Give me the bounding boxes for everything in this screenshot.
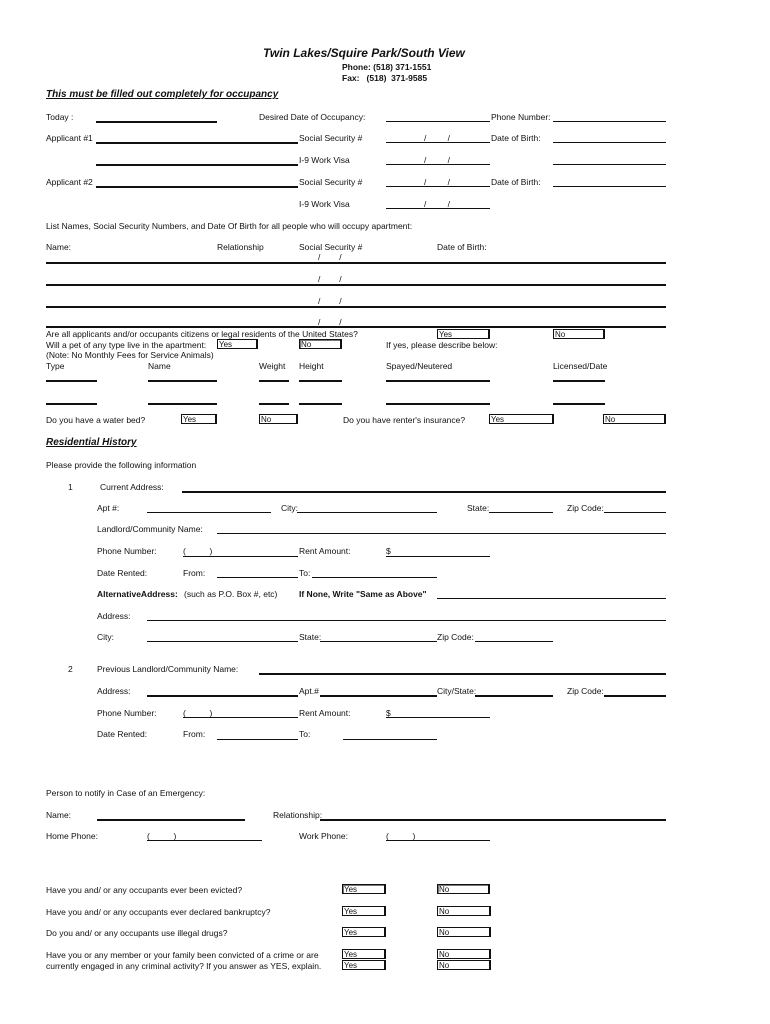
prev-date-rented-label: Date Rented: (97, 729, 148, 739)
pet-height-label: Height (299, 361, 324, 371)
pet2-weight-field[interactable] (259, 403, 289, 405)
applicant1-ssn-label: Social Security # (299, 133, 363, 143)
occupant-row-4[interactable] (46, 326, 666, 328)
alt-state-field[interactable] (320, 641, 437, 642)
prev-rent-field[interactable] (386, 717, 490, 718)
pet1-licensed-field[interactable] (553, 380, 605, 382)
applicant2-dob-field[interactable] (553, 186, 666, 187)
pet-weight-label: Weight (259, 361, 286, 371)
occupants-col-name: Name: (46, 242, 72, 252)
applicant1-dob-field[interactable] (553, 142, 666, 143)
crime-no-checkbox-2[interactable] (437, 960, 491, 970)
occupants-col-relationship: Relationship (217, 242, 264, 252)
emergency-relationship-label: Relationship: (273, 810, 323, 820)
applicant2-i9-field[interactable] (386, 208, 490, 209)
emergency-work-phone-label: Work Phone: (299, 831, 348, 841)
emergency-home-paren: ( ) (147, 831, 177, 841)
drugs-no-label: No (439, 928, 450, 937)
insurance-no-label: No (605, 415, 616, 424)
pet-spayed-label: Spayed/Neutered (386, 361, 453, 371)
prev-landlord-label: Previous Landlord/Community Name: (97, 664, 239, 674)
applicant1-i9-slashes: / / (424, 155, 450, 165)
applicant1-i9-field[interactable] (386, 164, 490, 165)
drugs-yes-label: Yes (344, 928, 358, 937)
crime-question-line1: Have you or any member or your family been convicted of a crime or are (46, 950, 319, 960)
current-state-field[interactable] (489, 512, 553, 513)
prev-from-label: From: (183, 729, 206, 739)
current-city-field[interactable] (297, 512, 437, 513)
occupants-row4-slashes: / / (318, 317, 342, 327)
alt-state-label: State: (299, 632, 322, 642)
prev-landlord-field[interactable] (259, 673, 666, 675)
applicant2-i9-slashes: / / (424, 199, 450, 209)
bankruptcy-yes-label: Yes (344, 907, 358, 916)
residence1-number: 1 (68, 482, 73, 492)
apt-field[interactable] (147, 512, 271, 513)
current-from-field[interactable] (217, 577, 298, 578)
pet-note: (Note: No Monthly Fees for Service Animals) (46, 350, 214, 360)
applicant1-dob-label: Date of Birth: (491, 133, 541, 143)
pet-describe-label: If yes, please describe below: (386, 340, 498, 350)
alt-zip-label: Zip Code: (437, 632, 474, 642)
residence2-number: 2 (68, 664, 73, 674)
citizens-no-label: No (555, 330, 566, 339)
evicted-no-label: No (439, 885, 450, 894)
bankruptcy-no-checkbox[interactable] (437, 906, 491, 916)
pet-question: Will a pet of any type live in the apartment: (46, 340, 207, 350)
prev-phone-field[interactable] (183, 717, 298, 718)
prev-rent-label: Rent Amount: (299, 708, 351, 718)
prev-to-label: To: (299, 729, 311, 739)
prev-address-label: Address: (97, 686, 131, 696)
current-zip-field[interactable] (604, 512, 666, 513)
citizens-question: Are all applicants and/or occupants citizens or legal residents of the United States? (46, 329, 358, 339)
pet-yes-checkbox[interactable] (217, 339, 258, 349)
crime-yes-label-2: Yes (344, 961, 358, 970)
pet1-weight-field[interactable] (259, 380, 289, 382)
crime-yes-checkbox-2[interactable] (342, 960, 386, 970)
occupants-col-ssn: Social Security # (299, 242, 363, 252)
emergency-home-phone-label: Home Phone: (46, 831, 98, 841)
occupants-col-dob: Date of Birth: (437, 242, 487, 252)
crime-yes-label-1: Yes (344, 950, 358, 959)
insurance-question: Do you have renter's insurance? (343, 415, 466, 425)
current-address-field[interactable] (182, 491, 666, 493)
waterbed-yes-label: Yes (183, 415, 197, 424)
evicted-question: Have you and/ or any occupants ever been evicted? (46, 885, 243, 895)
pet-name-label: Name (148, 361, 171, 371)
pet-licensed-label: Licensed/Date (553, 361, 608, 371)
occupants-row2-slashes: / / (318, 274, 342, 284)
pet1-spayed-field[interactable] (386, 380, 490, 382)
applicant1-name-field[interactable] (96, 142, 298, 144)
alt-city-label: City: (97, 632, 114, 642)
current-phone-field[interactable] (183, 556, 298, 557)
occupants-row1-slashes: / / (318, 252, 342, 262)
pet2-height-field[interactable] (299, 403, 342, 405)
applicant2-name-field[interactable] (96, 186, 298, 188)
current-to-field[interactable] (312, 577, 437, 578)
crime-yes-checkbox-1[interactable] (342, 949, 386, 959)
applicant1-line2[interactable] (96, 164, 298, 166)
applicant1-ssn-slashes: / / (424, 133, 450, 143)
pet2-name-field[interactable] (148, 403, 217, 405)
applicant2-ssn-slashes: / / (424, 177, 450, 187)
applicant2-ssn-field[interactable] (386, 186, 490, 187)
emergency-work-phone-field[interactable] (386, 840, 490, 841)
current-rent-label: Rent Amount: (299, 546, 351, 556)
phone-number-label: Phone Number: (491, 112, 551, 122)
alt-street-field[interactable] (147, 620, 666, 621)
today-field[interactable] (96, 121, 217, 123)
drugs-yes-checkbox[interactable] (342, 927, 386, 937)
crime-question-line2: currently engaged in any criminal activity? If you answer as YES, explain. (46, 961, 322, 971)
emergency-work-paren: ( ) (386, 831, 416, 841)
pet2-spayed-field[interactable] (386, 403, 490, 405)
applicant1-ssn-field[interactable] (386, 142, 490, 143)
waterbed-no-label: No (261, 415, 272, 424)
alt-address-note: (such as P.O. Box #, etc) (184, 589, 278, 599)
pet2-licensed-field[interactable] (553, 403, 605, 405)
today-label: Today : (46, 112, 74, 122)
prev-rent-dollar: $ (386, 708, 391, 718)
prev-citystate-field[interactable] (475, 695, 553, 697)
emergency-relationship-field[interactable] (320, 819, 666, 821)
alt-zip-field[interactable] (475, 641, 553, 642)
current-zip-label: Zip Code: (567, 503, 604, 513)
crime-no-checkbox-1[interactable] (437, 949, 491, 959)
applicant2-dob-label: Date of Birth: (491, 177, 541, 187)
prev-phone-label: Phone Number: (97, 708, 157, 718)
pet-no-checkbox[interactable] (299, 339, 342, 349)
pet2-type-field[interactable] (46, 403, 97, 405)
current-address-label: Current Address: (100, 482, 164, 492)
bankruptcy-question: Have you and/ or any occupants ever declared bankruptcy? (46, 907, 271, 917)
pet1-type-field[interactable] (46, 380, 97, 382)
alt-address-label: AlternativeAddress: (97, 589, 178, 599)
waterbed-question: Do you have a water bed? (46, 415, 146, 425)
occupants-intro: List Names, Social Security Numbers, and Date Of Birth for all people who will occupy apartment: (46, 221, 413, 231)
current-phone-label: Phone Number: (97, 546, 157, 556)
occupant-row-1[interactable] (46, 262, 666, 264)
landlord-field[interactable] (217, 533, 666, 534)
current-city-label: City: (281, 503, 298, 513)
prev-apt-field[interactable] (320, 695, 437, 697)
citizens-yes-checkbox[interactable] (437, 329, 490, 339)
current-from-label: From: (183, 568, 206, 578)
current-to-label: To: (299, 568, 311, 578)
prev-to-field[interactable] (343, 739, 437, 740)
alt-address-none: If None, Write "Same as Above" (299, 589, 427, 599)
pet-type-label: Type (46, 361, 65, 371)
insurance-no-checkbox[interactable] (603, 414, 666, 424)
prev-citystate-label: City/State: (437, 686, 477, 696)
phone-number-field[interactable] (553, 121, 666, 122)
desired-date-field[interactable] (386, 121, 490, 122)
pet1-name-field[interactable] (148, 380, 217, 382)
current-rent-field[interactable] (386, 556, 490, 557)
pet1-height-field[interactable] (299, 380, 342, 382)
office-phone: Phone: (518) 371-1551 (342, 62, 432, 72)
citizens-yes-label: Yes (439, 330, 453, 339)
occupants-row3-slashes: / / (318, 296, 342, 306)
alt-address-field[interactable] (437, 598, 666, 599)
evicted-yes-label: Yes (344, 885, 358, 894)
office-fax: Fax: (518) 371-9585 (342, 73, 428, 83)
drugs-no-checkbox[interactable] (437, 927, 491, 937)
current-date-rented-label: Date Rented: (97, 568, 148, 578)
residential-provide: Please provide the following information (46, 460, 197, 470)
pet-yes-label: Yes (219, 340, 233, 349)
prev-address-field[interactable] (147, 695, 298, 697)
evicted-no-checkbox[interactable] (437, 884, 490, 894)
desired-date-label: Desired Date of Occupancy: (259, 112, 366, 122)
applicant2-i9-label: I-9 Work Visa (299, 199, 350, 209)
form-title: Twin Lakes/Squire Park/South View (263, 46, 465, 60)
prev-phone-paren: ( ) (183, 708, 213, 718)
applicant2-ssn-label: Social Security # (299, 177, 363, 187)
applicant1-i9-label: I-9 Work Visa (299, 155, 350, 165)
residential-heading: Residential History (46, 437, 137, 448)
prev-from-field[interactable] (217, 739, 298, 740)
occupant-row-2[interactable] (46, 284, 666, 286)
pet-no-label: No (301, 340, 312, 349)
emergency-home-phone-field[interactable] (147, 840, 262, 841)
crime-no-label-1: No (439, 950, 450, 959)
prev-zip-field[interactable] (604, 695, 666, 697)
emergency-heading: Person to notify in Case of an Emergency: (46, 788, 206, 798)
applicant2-label: Applicant #2 (46, 177, 93, 187)
applicant1-extra-field[interactable] (553, 164, 666, 165)
bankruptcy-yes-checkbox[interactable] (342, 906, 386, 916)
current-state-label: State: (467, 503, 490, 513)
current-phone-paren: ( ) (183, 546, 213, 556)
apt-label: Apt #: (97, 503, 120, 513)
alt-street-label: Address: (97, 611, 131, 621)
waterbed-yes-checkbox[interactable] (181, 414, 217, 424)
prev-zip-label: Zip Code: (567, 686, 604, 696)
insurance-yes-checkbox[interactable] (489, 414, 554, 424)
citizens-no-checkbox[interactable] (553, 329, 605, 339)
occupant-row-3[interactable] (46, 306, 666, 308)
emergency-name-label: Name: (46, 810, 72, 820)
emergency-name-field[interactable] (97, 819, 245, 821)
drugs-question: Do you and/ or any occupants use illegal drugs? (46, 928, 228, 938)
alt-city-field[interactable] (147, 641, 298, 642)
waterbed-no-checkbox[interactable] (259, 414, 298, 424)
evicted-yes-checkbox[interactable] (342, 884, 386, 894)
occupancy-note: This must be filled out completely for occupancy (46, 89, 279, 100)
applicant1-label: Applicant #1 (46, 133, 93, 143)
landlord-label: Landlord/Community Name: (97, 524, 203, 534)
crime-no-label-2: No (439, 961, 450, 970)
prev-apt-label: Apt.# (299, 686, 319, 696)
bankruptcy-no-label: No (439, 907, 450, 916)
insurance-yes-label: Yes (491, 415, 505, 424)
current-rent-dollar: $ (386, 546, 391, 556)
